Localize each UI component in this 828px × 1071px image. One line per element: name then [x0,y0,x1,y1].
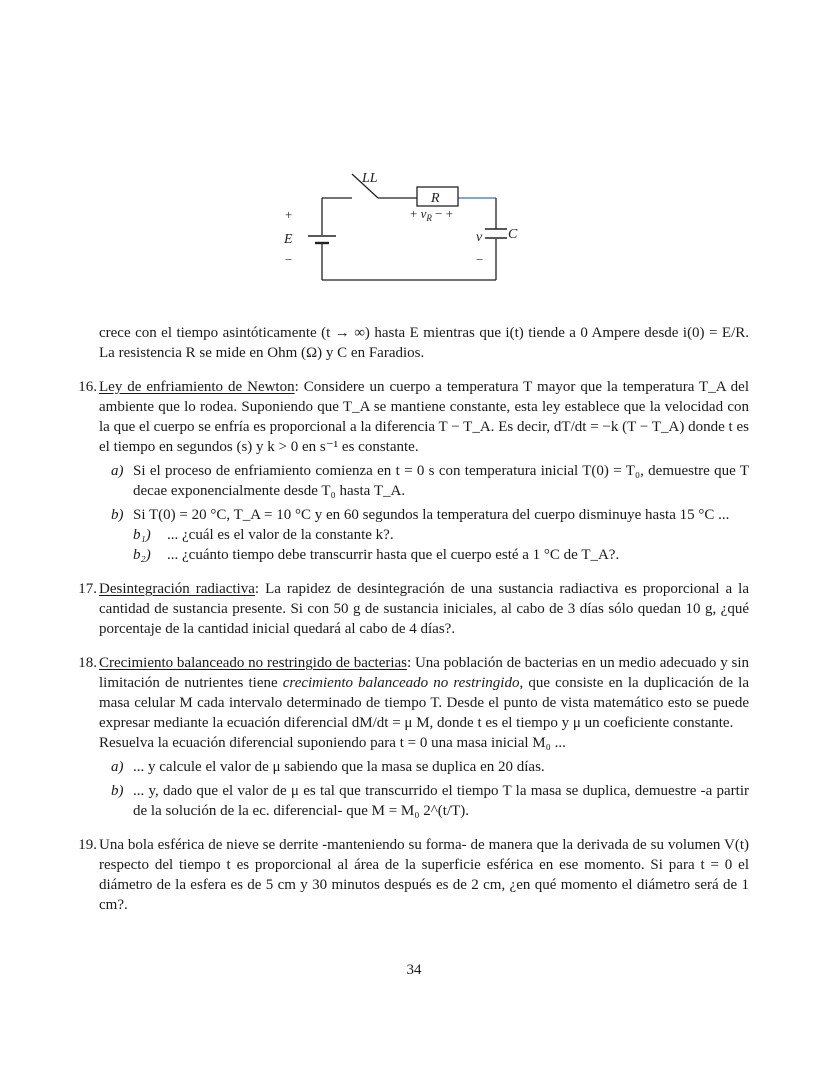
subitem: a) ... y calcule el valor de μ sabiendo que la masa se duplica en 20 días. [111,759,545,775]
subitem: b) Si T(0) = 20 °C, T_A = 10 °C y en 60 segundos la temperatura del cuerpo disminuye hasta 15 °C ... b₁) ... ¿cuál es el valor de la constante k?. b₂) ... ¿cuánto tiempo debe transcurrir hasta que el cuerpo esté a 1 °C de T_A?. [99,505,749,565]
resistor-label: R [431,191,440,206]
problem-17-text: Desintegración radiactiva: La rapidez de desintegración de una sustancia radiactiva es proporcional a la cantidad de sustancia presente. Si con 50 g de sustancia iniciales, al cabo de 3 días sólo quedan 10 g, ¿qué porcentaje de la cantidad inicial quedará al cabo de 4 días?. [99,581,749,637]
intro-paragraph: crece con el tiempo asintóticamente (t → ∞) hasta E mientras que i(t) tiende a 0 Ampere desde i(0) = E/R. La resistencia R se mide en Ohm (Ω) y C en Faradios. [99,325,749,361]
problem-17 [78,579,749,639]
resistor-voltage-label: + $v_R$ − + [410,206,454,223]
problem-18 [78,653,749,821]
problem-19-text: Una bola esférica de nieve se derrite -manteniendo su forma- de manera que la derivada de su volumen V(t) respecto del tiempo t es proporcional al área de la superficie esférica en ese momento. Si para t = 0 el diámetro de la esfera es de 5 cm y 30 minutos después es de 2 cm, ¿en qué momento el diámetro será de 1 cm?. [99,837,749,913]
problem-number: 18. [78,655,97,671]
problem-19 [78,835,749,915]
problem-16-text: Ley de enfriamiento de Newton: Considere un cuerpo a temperatura T mayor que la temperatura T_A del ambiente que lo rodea. Suponiendo que T_A se mantiene constante, esta ley establece que la velocidad con la que el cuerpo se enfría es proporcional a la diferencia T − T_A. Es decir, dT/dt = −k (T − T_A) donde t es el tiempo en segundos (s) y k > 0 en s⁻¹ es constante. [99,379,749,455]
problem-title: Crecimiento balanceado no restringido de bacterias [99,655,408,671]
document-body [78,323,749,915]
source-label: E [284,232,293,247]
subsubitem: b₁) ... ¿cuál es el valor de la constante k?. [133,527,394,543]
subsubitem: b₂) ... ¿cuánto tiempo debe transcurrir hasta que el cuerpo esté a 1 °C de T_A?. [133,547,620,563]
problem-18-resolve: Resuelva la ecuación diferencial suponiendo para t = 0 una masa inicial M₀ ... [99,735,566,751]
capacitor-label: C [508,227,518,242]
source-plus-label: + [285,207,293,222]
problem-number: 19. [78,837,97,853]
problem-16 [78,377,749,565]
problem-18-text: Crecimiento balanceado no restringido de bacterias: Una población de bacterias en un medio adecuado y sin limitación de nutrientes tiene crecimiento balanceado no restringido, que consiste en la duplicación de la masa celular M cada intervalo determinado de tiempo T. Desde el punto de vista matemático esto se puede expresar mediante la ecuación diferencial dM/dt = μ M, donde t es el tiempo y μ un coeficiente constante. [99,655,749,731]
subitem: a) Si el proceso de enfriamiento comienza en t = 0 s con temperatura inicial T(0) = T₀, demuestre que T decae exponencialmente desde T₀ hasta T_A. [111,463,749,499]
switch-label: LL [362,171,378,186]
page-number: 34 [406,962,422,978]
cap-minus-label: − [476,252,484,267]
problem-title: Ley de enfriamiento de Newton [99,379,295,395]
problem-number: 17. [78,581,97,597]
rc-circuit-diagram [270,160,550,285]
problem-number: 16. [78,379,97,395]
problem-title: Desintegración radiactiva [99,581,255,597]
subitem: b) ... y, dado que el valor de μ es tal que transcurrido el tiempo T la masa se duplica, demuestre -a partir de la solución de la ec. diferencial- que M = M₀ 2^(t/T). [111,783,749,819]
cap-voltage-label: v [476,230,483,245]
source-minus-label: − [285,252,293,267]
